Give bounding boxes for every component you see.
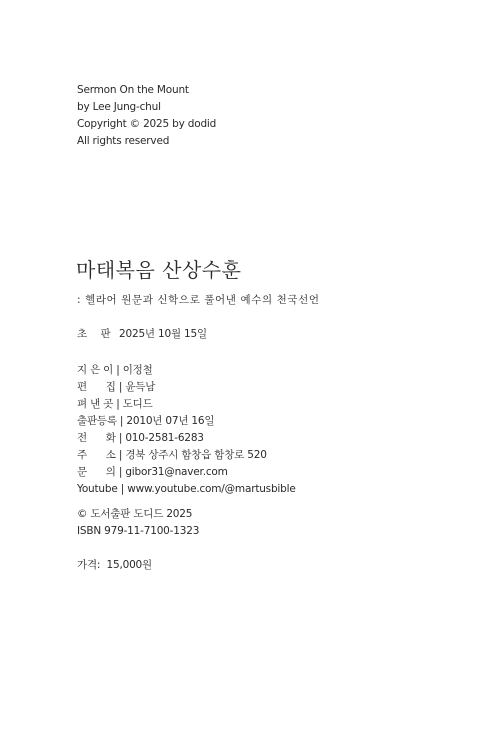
english-copyright: Copyright © 2025 by dodid [77, 118, 217, 130]
english-copyright-block [77, 82, 216, 150]
book-subtitle: : 헬라어 원문과 신학으로 풀어낸 예수의 천국선언 [77, 294, 320, 306]
edition-line [77, 326, 207, 343]
credit-phone: 전 화 | 010-2581-6283 [77, 432, 204, 444]
credit-youtube: Youtube | www.youtube.com/@martusbible [77, 483, 296, 495]
credit-registration: 출판등록 | 2010년 07년 16일 [77, 415, 215, 427]
edition-label: 초 판 [77, 328, 116, 340]
english-author: by Lee Jung-chul [77, 101, 161, 113]
price: 가격: 15,000원 [77, 559, 152, 571]
publisher-copyright: © 도서출판 도디드 2025 [77, 508, 193, 520]
credit-address: 주 소 | 경북 상주시 함창읍 함창로 520 [77, 449, 267, 461]
book-title: 마태복음 산상수훈 [76, 258, 242, 282]
english-rights: All rights reserved [77, 135, 170, 147]
publisher-info-block [77, 506, 199, 540]
english-title: Sermon On the Mount [77, 84, 189, 96]
credit-publisher: 펴 낸 곳 | 도디드 [77, 398, 153, 410]
edition-date: 2025년 10월 15일 [119, 328, 207, 340]
credit-email: 문 의 | gibor31@naver.com [77, 466, 228, 478]
credit-editor: 편 집 | 윤득남 [77, 381, 156, 393]
isbn: ISBN 979-11-7100-1323 [77, 525, 200, 537]
credit-author: 지 은 이 | 이정철 [77, 364, 153, 376]
credits-block [77, 362, 296, 498]
